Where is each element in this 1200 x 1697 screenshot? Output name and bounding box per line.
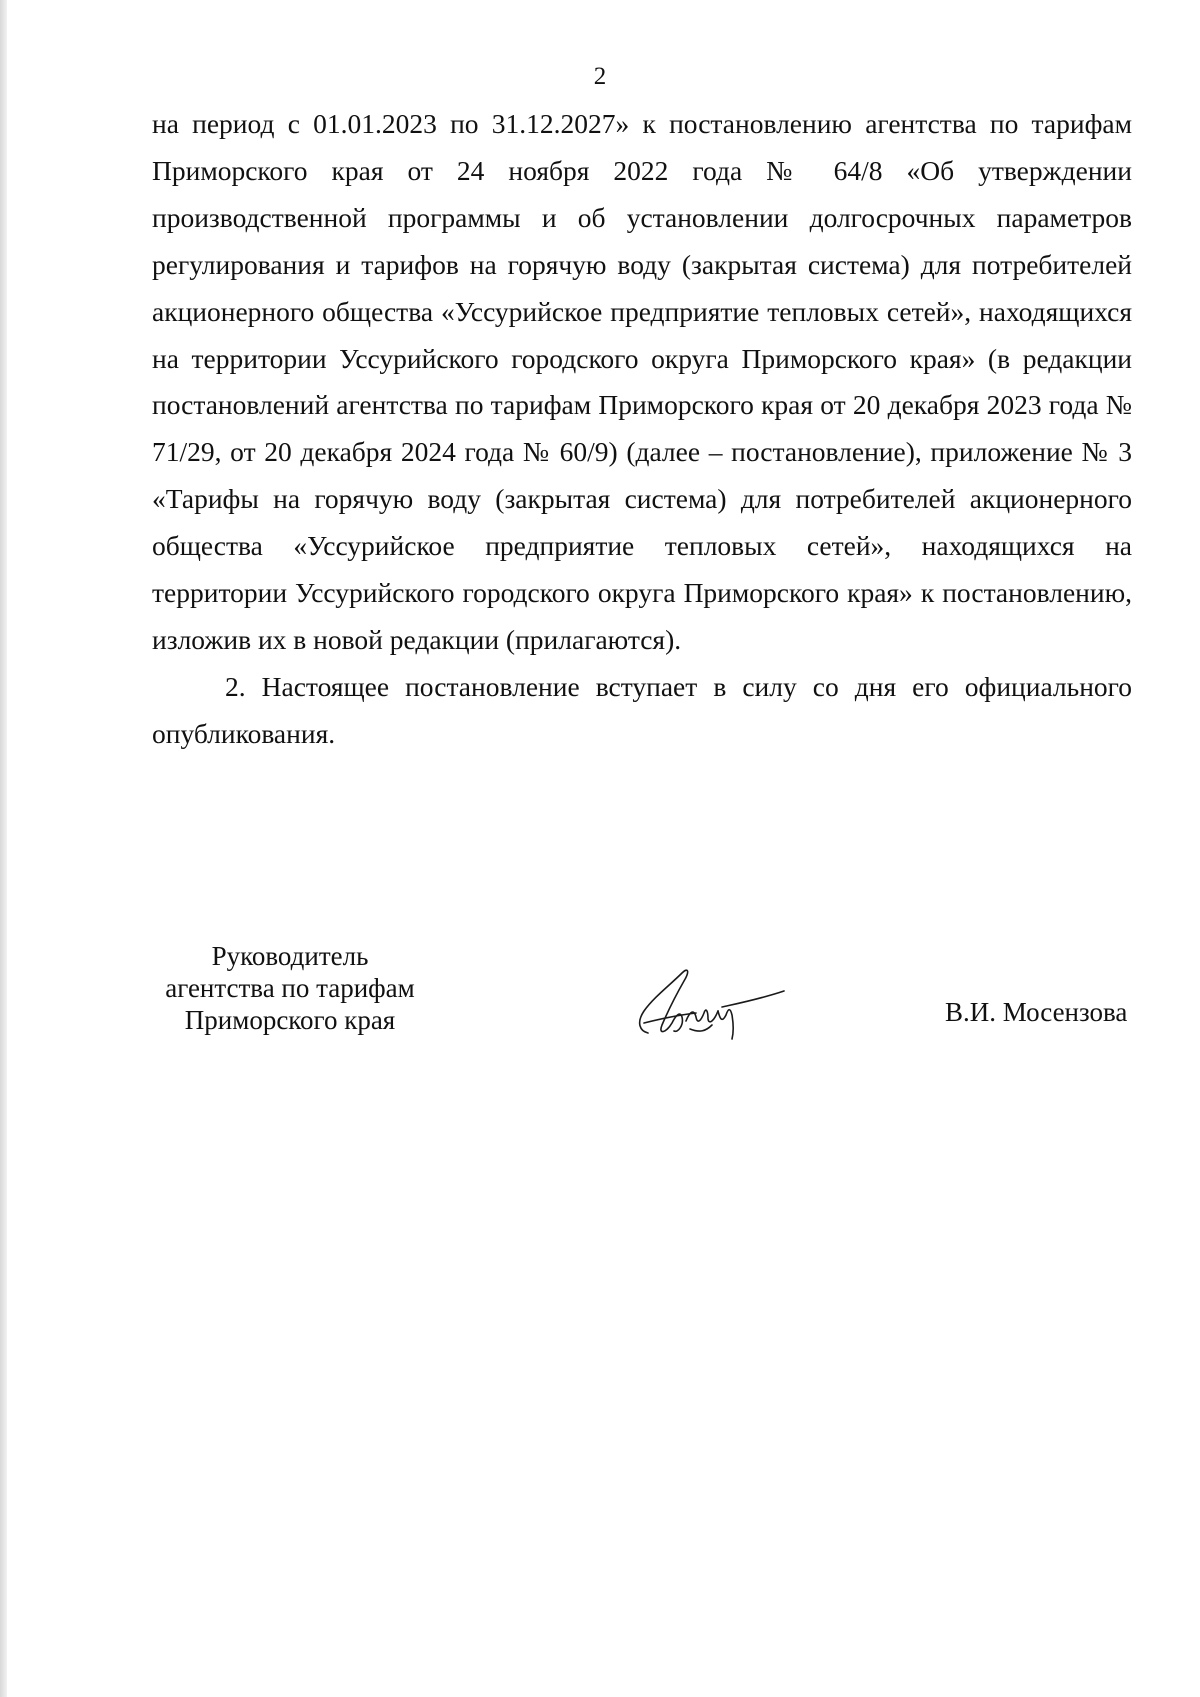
signer-position-line-1: Руководитель <box>211 941 369 971</box>
signer-name: В.И. Мосензова <box>945 997 1128 1027</box>
signer-position <box>140 940 440 1036</box>
signer-position-line-3: Приморского края <box>184 1005 396 1035</box>
paragraph-amendment: на период с 01.01.2023 по 31.12.2027» к постановлению агентства по тарифам Приморского края от 24 ноября 2022 года № 64/8 «Об утверждении производственной программы и об установлении долгосрочных параметров регулирования и тарифов на горячую воду (закрытая система) для потребителей акционерного общества «Уссурийское предприятие тепловых сетей», находящихся на территории Уссурийского городского округа Приморского края» (в редакции постановлений агентства по тарифам Приморского края от 20 декабря 2023 года № 71/29, от 20 декабря 2024 года № 60/9) (далее – постановление), приложение № 3 «Тарифы на горячую воду (закрытая система) для потребителей акционерного общества «Уссурийское предприятие тепловых сетей», находящихся на территории Уссурийского городского округа Приморского края» к постановлению, изложив их в новой редакции (прилагаются). <box>152 108 1132 655</box>
page-number: 2 <box>593 63 607 90</box>
handwritten-signature <box>630 963 790 1048</box>
signer-position-line-2: агентства по тарифам <box>165 973 415 1003</box>
paragraph-effective-date: 2. Настоящее постановление вступает в силу со дня его официального опубликования. <box>152 670 1132 749</box>
scan-left-edge <box>0 0 7 1697</box>
document-body <box>152 101 1132 758</box>
